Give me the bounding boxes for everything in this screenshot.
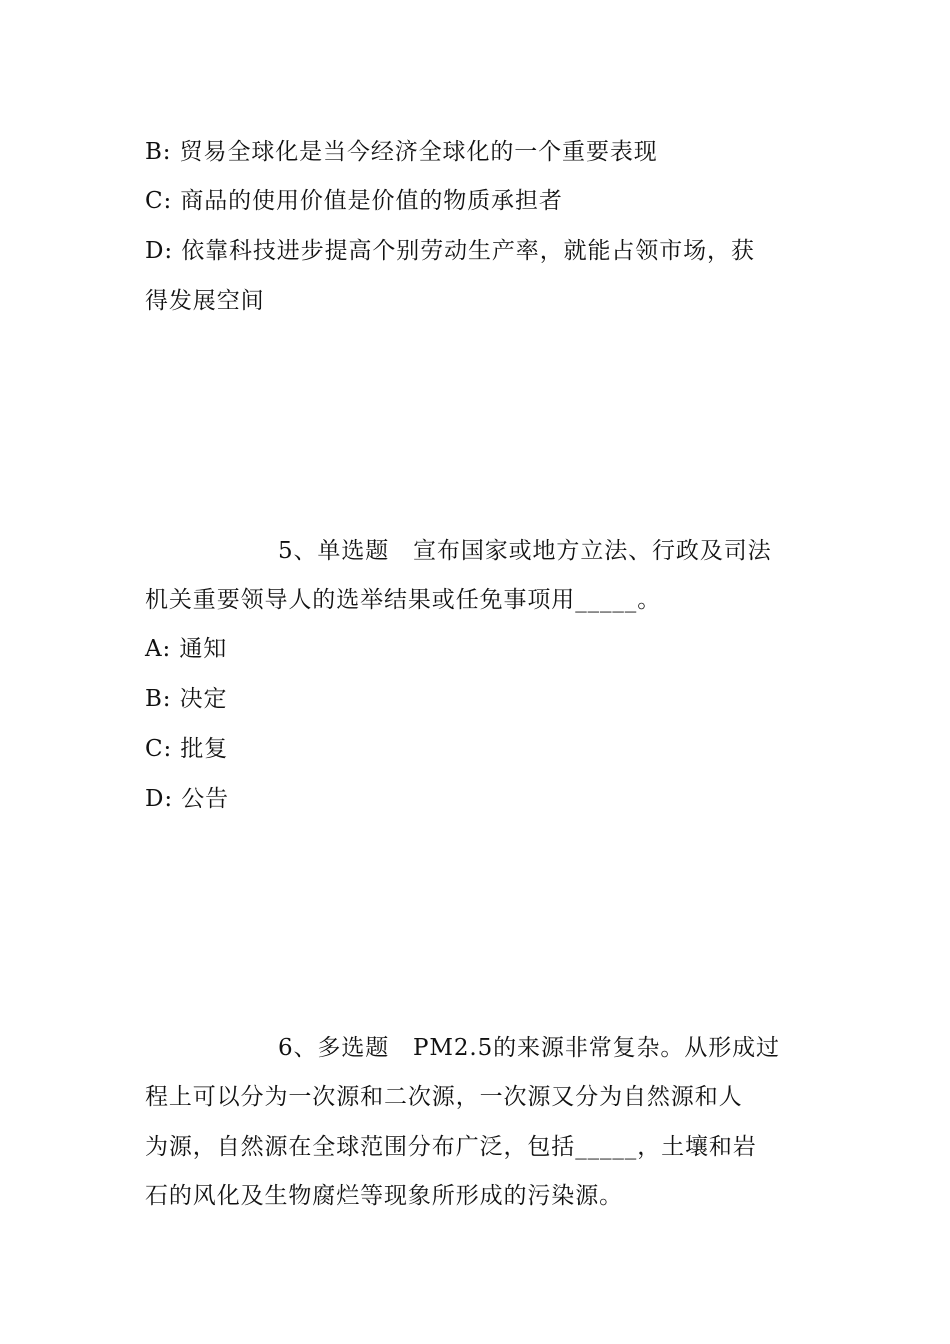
q6-stem-line2: 程上可以分为一次源和二次源，一次源又分为自然源和人 — [145, 1084, 743, 1110]
q5-option-b: B: 决定 — [145, 686, 228, 712]
q6-stem-line1: 6、多选题 PM2.5的来源非常复杂。从形成过 — [278, 1035, 780, 1061]
q5-option-c: C: 批复 — [145, 736, 229, 762]
q6-stem-line3: 为源，自然源在全球范围分布广泛，包括_____，土壤和岩 — [145, 1134, 757, 1160]
q6-stem-line4: 石的风化及生物腐烂等现象所形成的污染源。 — [145, 1183, 623, 1209]
q4-option-c: C: 商品的使用价值是价值的物质承担者 — [145, 188, 563, 214]
q5-stem-line1: 5、单选题 宣布国家或地方立法、行政及司法 — [278, 538, 772, 564]
q4-option-d-line1: D: 依靠科技进步提高个别劳动生产率，就能占领市场，获 — [145, 238, 755, 264]
q4-option-d-line2: 得发展空间 — [145, 288, 265, 314]
q5-stem-line2: 机关重要领导人的选举结果或任免事项用_____。 — [145, 587, 662, 613]
q5-option-d: D: 公告 — [145, 786, 230, 812]
q5-option-a: A: 通知 — [145, 636, 228, 662]
q4-option-b: B: 贸易全球化是当今经济全球化的一个重要表现 — [145, 139, 658, 165]
